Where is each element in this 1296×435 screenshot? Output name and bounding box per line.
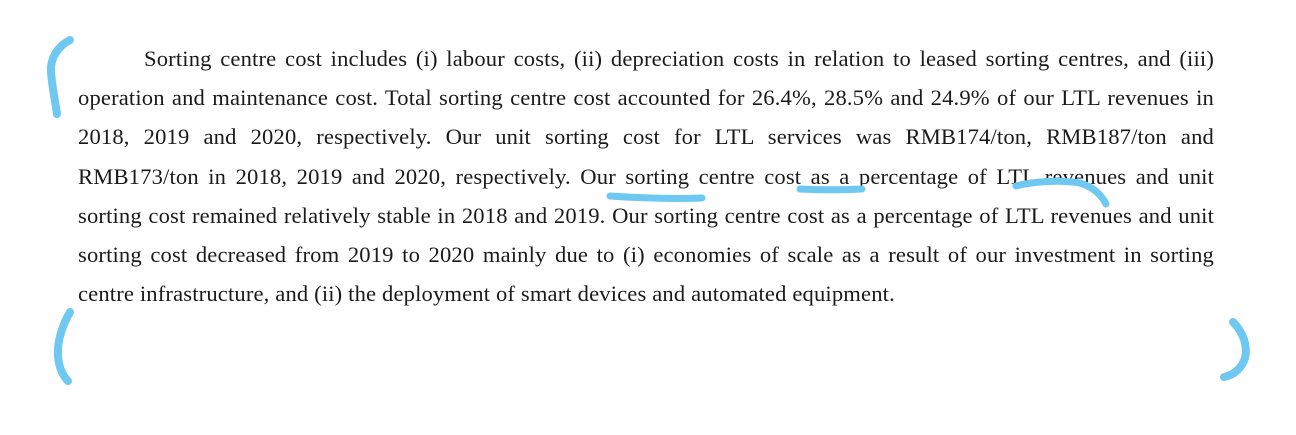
open-bracket-top-mark: [51, 40, 70, 114]
body-paragraph: Sorting centre cost includes (i) labour costs, (ii) depreciation costs in relation to leased sorting centres, and (iii) operation and maintenance cost. Total sorting centre cost accounted for 26.4%, 28.5% and 24.9% of our LTL revenues in 2018, 2019 and 2020, respectively. Our unit sorting cost for LTL services was RMB174/ton, RMB187/ton and RMB173/ton in 2018, 2019 and 2020, respectively. Our sorting centre cost as a percentage of LTL revenues and unit sorting cost remained relatively stable in 2018 and 2019. Our sorting centre cost as a percentage of LTL revenues and unit sorting cost decreased from 2019 to 2020 mainly due to (i) economies of scale as a result of our investment in sorting centre infrastructure, and (ii) the deployment of smart devices and automated equipment.: [78, 46, 1214, 307]
open-bracket-bottom-mark: [58, 312, 70, 381]
close-bracket-bottom-mark: [1224, 322, 1246, 377]
